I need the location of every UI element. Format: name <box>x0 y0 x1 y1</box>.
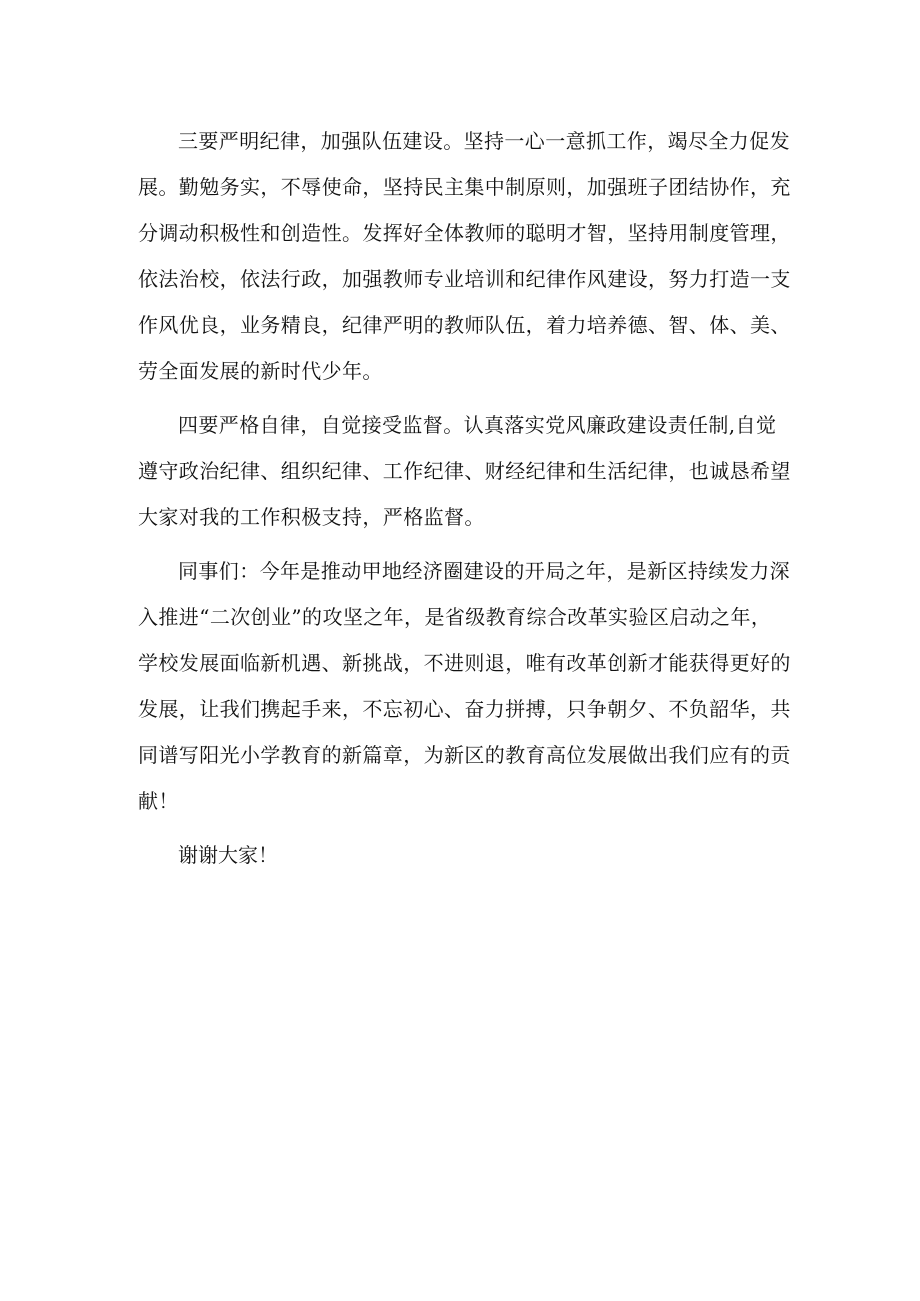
text-line: 分调动积极性和创造性。发挥好全体教师的聪明才智，坚持用制度管理， <box>138 221 791 245</box>
text-line: 入推进“二次创业”的攻坚之年，是省级教育综合改革实验区启动之年， <box>138 605 772 629</box>
text-line: 学校发展面临新机遇、新挑战，不进则退，唯有改革创新才能获得更好的 <box>138 651 791 675</box>
text-line: 同谱写阳光小学教育的新篇章，为新区的教育高位发展做出我们应有的贡 <box>138 743 791 767</box>
text-line: 大家对我的工作积极支持，严格监督。 <box>138 505 485 529</box>
text-line: 依法治校，依法行政，加强教师专业培训和纪律作风建设，努力打造一支 <box>138 267 791 291</box>
text-line: 三要严明纪律，加强队伍建设。坚持一心一意抓工作，竭尽全力促发 <box>178 129 790 153</box>
text-line: 发展，让我们携起手来，不忘初心、奋力拼搏，只争朝夕、不负韶华，共 <box>138 697 791 721</box>
paragraph-self-discipline <box>138 402 791 540</box>
closing-thanks: 谢谢大家！ <box>178 843 278 867</box>
text-line: 展。勤勉务实，不辱使命，坚持民主集中制原则，加强班子团结协作，充 <box>138 175 791 199</box>
document-body <box>138 118 791 878</box>
paragraph-discipline <box>138 118 791 394</box>
text-line: 劳全面发展的新时代少年。 <box>138 359 383 383</box>
text-line: 遵守政治纪律、组织纪律、工作纪律、财经纪律和生活纪律，也诚恳希望 <box>138 459 791 483</box>
text-line: 作风优良，业务精良，纪律严明的教师队伍，着力培养德、智、体、美、 <box>138 313 791 337</box>
text-line: 四要严格自律，自觉接受监督。认真落实党风廉政建设责任制,自觉 <box>178 413 777 437</box>
text-line: 献！ <box>138 789 179 813</box>
paragraph-colleagues <box>138 548 791 824</box>
text-line: 同事们：今年是推动甲地经济圈建设的开局之年，是新区持续发力深 <box>178 559 790 583</box>
